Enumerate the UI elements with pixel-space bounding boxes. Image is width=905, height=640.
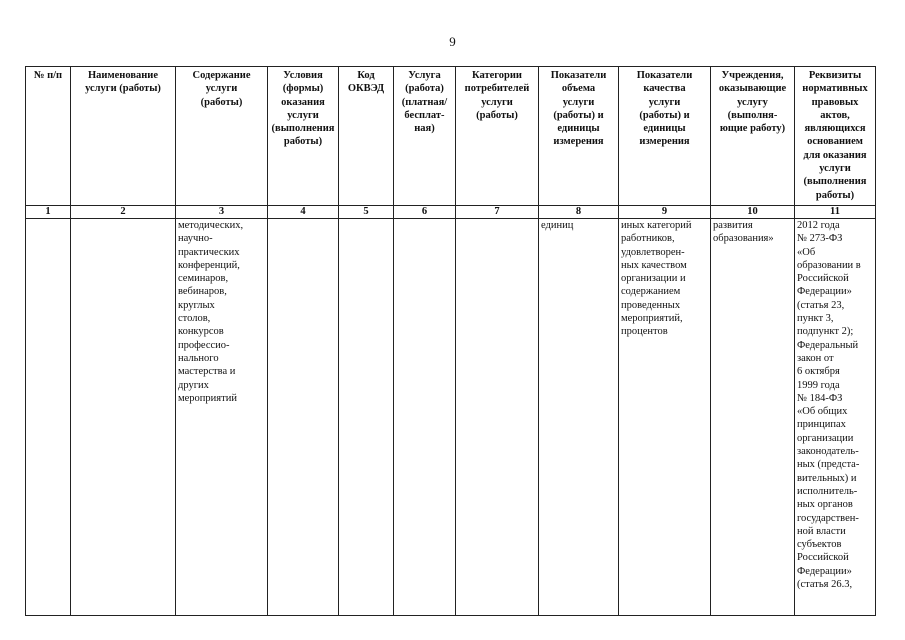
cell-legal-acts: 2012 года № 273-ФЗ «Об образовании в Российской Федерации» (статья 23, пункт 3, подпункт 2); Федеральный закон от 6 октября 1999 года № 184-ФЗ «Об общих принципах организации законодатель- ных (предста- вительных) и исполнитель- ных органов государствен- ной власти субъектов Российской Федерации» (статья 26.3,	[795, 219, 876, 616]
header-paid-free: Услуга (работа) (платная/ бесплат- ная)	[394, 67, 456, 206]
column-number: 1	[26, 206, 71, 219]
header-conditions: Условия (формы) оказания услуги (выполнения работы)	[268, 67, 339, 206]
cell-institutions: развития образования»	[711, 219, 795, 616]
column-number-row	[26, 206, 876, 219]
column-number: 9	[619, 206, 711, 219]
column-number: 7	[456, 206, 539, 219]
cell-number	[26, 219, 71, 616]
table-row	[26, 219, 876, 616]
header-okved-code: Код ОКВЭД	[339, 67, 394, 206]
column-number: 6	[394, 206, 456, 219]
header-row	[26, 67, 876, 206]
cell-volume-indicators: единиц	[539, 219, 619, 616]
column-number: 10	[711, 206, 795, 219]
header-number: № п/п	[26, 67, 71, 206]
header-service-name: Наименование услуги (работы)	[71, 67, 176, 206]
column-number: 3	[176, 206, 268, 219]
column-number: 8	[539, 206, 619, 219]
column-number: 5	[339, 206, 394, 219]
header-service-content: Содержание услуги (работы)	[176, 67, 268, 206]
cell-service-content: методических, научно- практических конференций, семинаров, вебинаров, круглых столов, конкурсов профессио- нального мастерства и других мероприятий	[176, 219, 268, 616]
cell-okved-code	[339, 219, 394, 616]
cell-paid-free	[394, 219, 456, 616]
cell-conditions	[268, 219, 339, 616]
column-number: 2	[71, 206, 176, 219]
cell-consumer-categories	[456, 219, 539, 616]
column-number: 4	[268, 206, 339, 219]
services-table	[25, 66, 876, 616]
header-quality-indicators: Показатели качества услуги (работы) и единицы измерения	[619, 67, 711, 206]
header-institutions: Учреждения, оказывающие услугу (выполня- ющие работу)	[711, 67, 795, 206]
cell-service-name	[71, 219, 176, 616]
header-volume-indicators: Показатели объема услуги (работы) и единицы измерения	[539, 67, 619, 206]
header-legal-acts: Реквизиты нормативных правовых актов, являющихся основанием для оказания услуги (выполнения работы)	[795, 67, 876, 206]
header-consumer-categories: Категории потребителей услуги (работы)	[456, 67, 539, 206]
page-number: 9	[449, 34, 456, 49]
column-number: 11	[795, 206, 876, 219]
cell-quality-indicators: иных категорий работников, удовлетворен- ных качеством организации и содержанием проведенных мероприятий, процентов	[619, 219, 711, 616]
